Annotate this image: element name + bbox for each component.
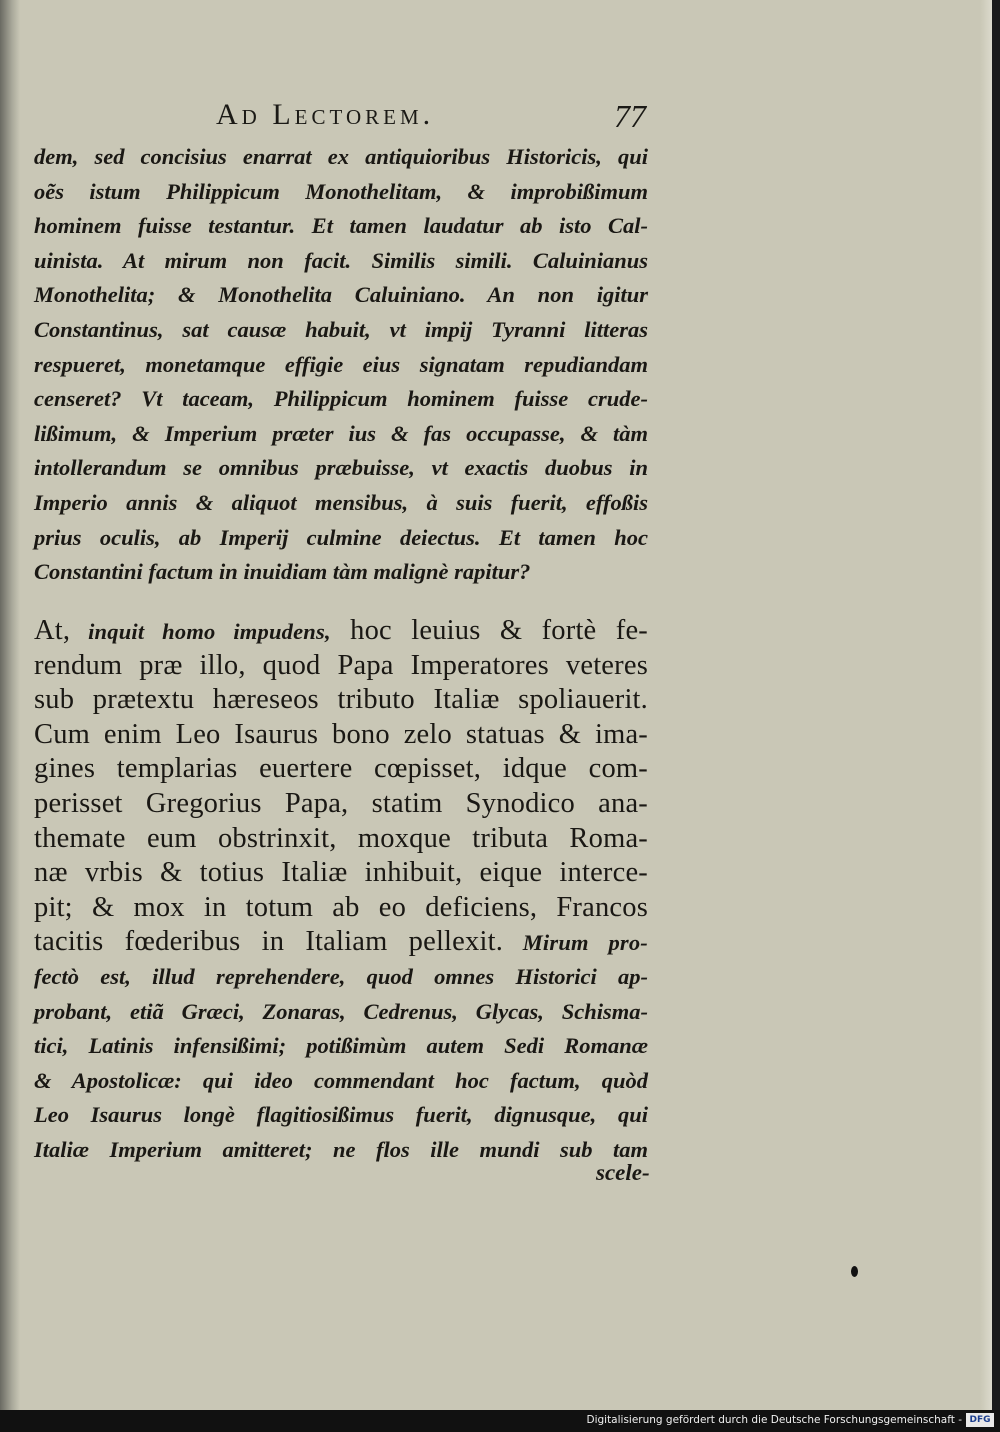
text-line: dem, sed concisius enarrat ex antiquioribus Historicis, qui: [34, 144, 648, 169]
text-line: rendum præ illo, quod Papa Imperatores veteres: [34, 649, 648, 681]
running-head: [216, 98, 646, 138]
text-run-italic: Mirum pro-: [503, 930, 648, 956]
ink-dot: [851, 1266, 858, 1277]
text-line: perisset Gregorius Papa, statim Synodico ana-: [34, 787, 648, 819]
text-line: pit; & mox in totum ab eo deficiens, Francos: [34, 891, 648, 923]
text-line: & Apostolicæ: qui ideo commendant hoc factum, quòd: [34, 1067, 648, 1093]
text-line: Monothelita; & Monothelita Caluiniano. An non igitur: [34, 282, 648, 308]
text-line: censeret? Vt taceam, Philippicum hominem fuisse crude-: [34, 386, 648, 412]
text-line: respueret, monetamque effigie eius signatam repudiandam: [34, 351, 648, 377]
text-line: prius oculis, ab Imperij culmine deiectus. Et tamen hoc: [34, 524, 648, 550]
text-line: [34, 614, 648, 649]
binding-gutter: [0, 0, 20, 1410]
text-line: Imperio annis & aliquot mensibus, à suis fuerit, effoßis: [34, 489, 648, 515]
text-line: fectò est, illud reprehendere, quod omnes Historici ap-: [34, 964, 648, 989]
running-title: Ad Lectorem.: [216, 98, 435, 131]
text-line: hominem fuisse testantur. Et tamen laudatur ab isto Cal-: [34, 213, 648, 239]
text-line: Leo Isaurus longè flagitiosißimus fuerit, dignusque, qui: [34, 1102, 648, 1128]
text-line: tici, Latinis infensißimi; potißimùm autem Sedi Romanæ: [34, 1033, 648, 1059]
text-line: gines templarias euertere cœpisset, idque com-: [34, 753, 648, 785]
italic-paragraph-2: [34, 960, 648, 1168]
text-line: intollerandum se omnibus præbuisse, vt exactis duobus in: [34, 455, 648, 481]
text-line: oẽs istum Philippicum Monothelitam, & improbißimum: [34, 178, 648, 204]
text-line: [34, 925, 648, 960]
text-line: Constantini factum in inuidiam tàm malignè rapitur?: [34, 559, 531, 585]
dfg-logo: DFG: [966, 1413, 994, 1427]
text-line: Constantinus, sat causæ habuit, vt impij Tyranni litteras: [34, 316, 648, 342]
page-edge: [980, 0, 992, 1410]
italic-paragraph: [34, 140, 648, 590]
text-line: uinista. At mirum non facit. Similis simili. Caluinianus: [34, 247, 648, 273]
text-line: themate eum obstrinxit, moxque tributa Roma-: [34, 822, 648, 854]
text-line: Cum enim Leo Isaurus bono zelo statuas & ima-: [34, 718, 648, 750]
text-run: At,: [34, 615, 71, 646]
page-number: 77: [614, 98, 646, 134]
text-run: hoc leuius & fortè fe-: [330, 615, 648, 646]
text-run-italic: inquit homo impudens,: [70, 619, 331, 644]
funding-credit: Digitalisierung gefördert durch die Deutsche Forschungsgemeinschaft -: [586, 1414, 962, 1426]
roman-paragraph: [34, 614, 648, 960]
text-line: næ vrbis & totius Italiæ inhibuit, eique interce-: [34, 857, 648, 889]
text-line: lißimum, & Imperium præter ius & fas occupasse, & tàm: [34, 420, 648, 446]
footer-bar: [0, 1410, 1000, 1432]
text-line: sub prætextu hæreseos tributo Italiæ spoliauerit.: [34, 684, 648, 716]
text-line: probant, etiã Græci, Zonaras, Cedrenus, Glycas, Schisma-: [34, 998, 648, 1024]
text-line: Italiæ Imperium amitteret; ne flos ille mundi sub tam: [34, 1136, 648, 1162]
text-run: tacitis fœderibus in Italiam pellexit.: [34, 926, 504, 958]
catchword: scele-: [596, 1160, 650, 1185]
